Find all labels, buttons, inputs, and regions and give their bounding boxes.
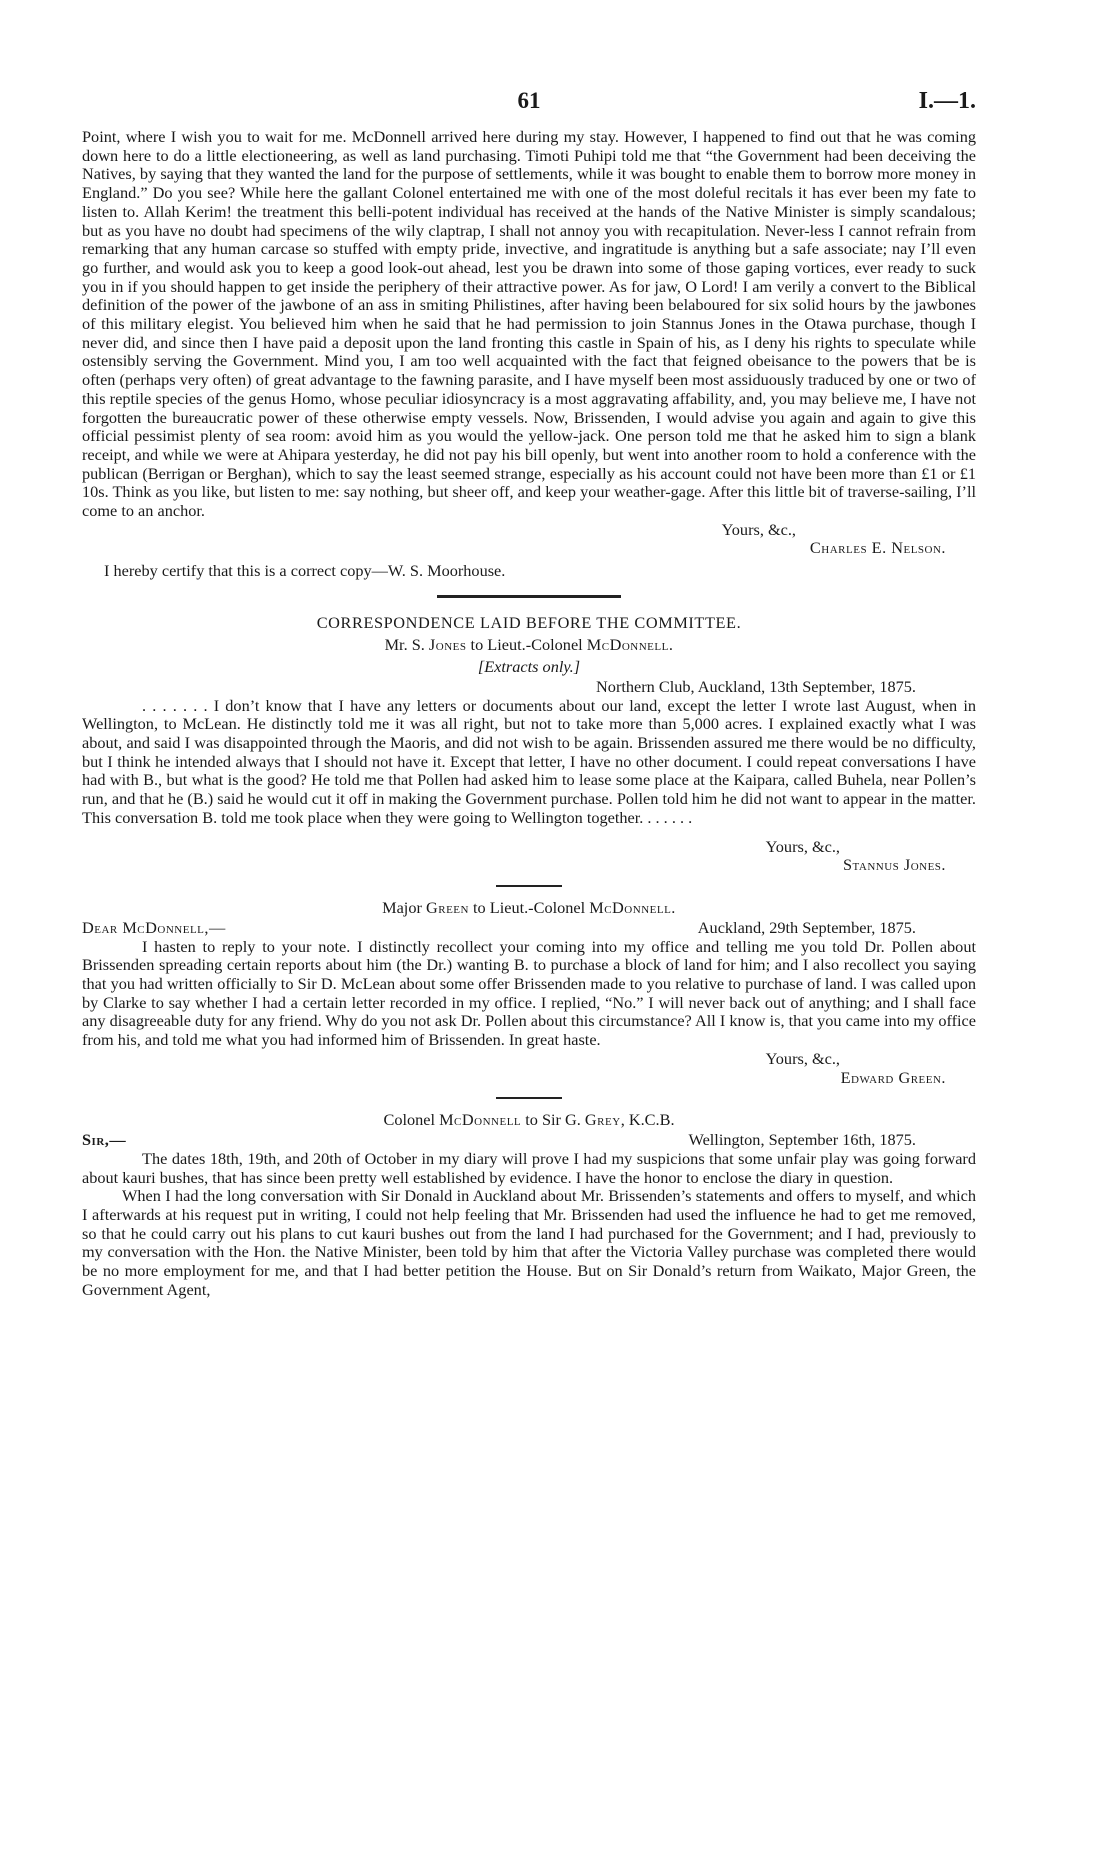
letter2-signature: Edward Green. xyxy=(840,1067,946,1087)
letter3-salutation: Sir,— xyxy=(82,1130,127,1150)
letter3-dateline: Wellington, September 16th, 1875. xyxy=(688,1130,916,1150)
letter3-paragraph-1: The dates 18th, 19th, and 20th of October in my diary will prove I had my suspicions that some unfair play was going forward about kauri bushes, that has since been pretty well established by evidence. I have the honor to enclose the diary in question. xyxy=(82,1148,976,1187)
letter2-salutation: Dear McDonnell,— xyxy=(82,917,226,937)
letter1-body: . . . . . . . I don’t know that I have any letters or documents about our land, except the letter I wrote last August, when in Wellington, to McLean. He distinctly told me it was all right, but not to take more than 5,000 acres. I explained exactly what I was about, and said I was disappointed through the Maoris, and did not wish to be again. Brissenden assured me there would be no difficulty, but I think he intended always that I should not have it. Except that letter, I have no other document. I could repeat conversations I have had with B., but what is the good? He told me that Pollen had asked him to lease some place at the Kaipara, called Buhela, near Pollen’s run, and that he (B.) said he would cut it off in making the Government purchase. Pollen told him he did not want to appear in the matter. This conversation B. told me took place when they were going to Wellington together. . . . . . . xyxy=(82,695,976,827)
nelson-letter-signature: Charles E. Nelson. xyxy=(809,538,946,558)
letter1-closing: Yours, &c., xyxy=(765,836,840,856)
correspondence-heading: CORRESPONDENCE LAID BEFORE THE COMMITTEE. xyxy=(316,612,742,632)
letter3-paragraph-2: When I had the long conversation with Sir Donald in Auckland about Mr. Brissenden’s statements and offers to myself, and which I afterwards at his request put in writing, I could not help feeling that Mr. Brissenden had used the influence he had to get me removed, so that he could carry out his plans to cut kauri bushes out from the land I had purchased for the Government; and I had, previously to my conversation with the Hon. the Native Minister, been told by him that after the Victoria Valley purchase was completed there would be no more employment for me, and that I had better petition the House. But on Sir Donald’s return from Waikato, Major Green, the Government Agent, xyxy=(82,1186,976,1299)
letter1-signature: Stannus Jones. xyxy=(843,855,946,875)
section-divider xyxy=(437,595,621,598)
letter-divider xyxy=(496,1097,562,1099)
document-page xyxy=(82,88,976,1300)
letter1-dateline: Northern Club, Auckland, 13th September, 1875. xyxy=(596,676,916,696)
letter2-body: I hasten to reply to your note. I distinctly recollect your coming into my office and telling me you told Dr. Pollen about Brissenden spreading certain reports about him (the Dr.) wanting B. to purchase a block of land for him; and I also recollect you saying that you had written officially to Sir D. McLean about some offer Brissenden made to you relative to purchase of land. I was called upon by Clarke to say whether I had a certain letter recorded in my office. I replied, “No.” I will never back out of anything; and I shall face any disagreeable duty for any friend. Why do you not ask Dr. Pollen about this circumstance? All I know is, that you came into my office from his, and told me what you had informed him of Brissenden. In great haste. xyxy=(82,936,976,1050)
letter2-title: Major Green to Lieut.-Colonel McDonnell. xyxy=(382,897,676,917)
letter1-extracts-note: [Extracts only.] xyxy=(477,656,581,676)
letter1-title: Mr. S. Jones to Lieut.-Colonel McDonnell. xyxy=(384,634,674,654)
page-header xyxy=(82,88,976,128)
nelson-letter-closing: Yours, &c., xyxy=(721,519,796,539)
letter2-header-row xyxy=(82,919,976,938)
letter-divider xyxy=(496,885,562,887)
letter2-dateline: Auckland, 29th September, 1875. xyxy=(697,917,916,937)
nelson-letter-body: Point, where I wish you to wait for me. McDonnell arrived here during my stay. However, I happened to find out that he was coming down here to do a little electioneering, as well as land purchasing. Timoti Puhipi told me that “the Government had been deceiving the Natives, by saying that they wanted the land for the purpose of settlements, while it was bought to enable them to borrow more money in England.” Do you see? While here the gallant Colonel entertained me with one of the most doleful recitals it has ever been my fate to listen to. Allah Kerim! the treatment this belli-potent individual has received at the hands of the Native Minister is simply scandalous; but as you have no doubt had specimens of the wily claptrap, I shall not annoy you with recapitulation. Never-less I cannot refrain from remarking that any human carcase so stuffed with empty pride, invective, and ingratitude is anything but a safe associate; nay I’ll even go further, and would ask you to keep a good look-out ahead, lest you be drawn into some of those gaping vortices, ever ready to suck you in if you should happen to get inside the periphery of their attractive power. As for jaw, O Lord! I am verily a convert to the Biblical definition of the power of the jawbone of an ass in smiting Philistines, after having been belaboured for six solid hours by the jawbones of this military elegist. You believed him when he said that he had permission to join Stannus Jones in the Otawa purchase, though I never did, and since then I have paid a deposit upon the land fronting this castle in Spain of his, as I deny his rights to speculate while ostensibly serving the Government. Mind you, I am too well acquainted with the fact that feigned obeisance to the powers that be is often (perhaps very often) of great advantage to the fawning parasite, and I have myself been most assiduously traduced by one or two of this reptile species of the genus Homo, whose peculiar idiosyncracy is a most aggravating affability, and, you may believe me, I have not forgotten the bureaucratic power of these otherwise empty vessels. Now, Brissenden, I would advise you again and again to give this official pessimist plenty of sea room: avoid him as you would the yellow-jack. One person told me that he asked him to sign a blank receipt, and while we were at Ahipara yesterday, he did not pay his bill openly, but went into another room to hold a conference with the publican (Berrigan or Berghan), which to say the least seemed strange, especially as his account could not have been more than £1 or £1 10s. Think as you like, but listen to me: say nothing, but sheer off, and keep your weather-gage. After this little bit of traverse-sailing, I’ll come to an anchor. xyxy=(82,127,976,521)
document-reference: I.—1. xyxy=(918,88,976,114)
page-number: 61 xyxy=(517,88,541,113)
letter3-title: Colonel McDonnell to Sir G. Grey, K.C.B. xyxy=(383,1110,675,1130)
letter2-closing: Yours, &c., xyxy=(765,1048,840,1068)
certification-line: I hereby certify that this is a correct copy—W. S. Moorhouse. xyxy=(104,561,506,581)
letter3-header-row xyxy=(82,1131,976,1150)
